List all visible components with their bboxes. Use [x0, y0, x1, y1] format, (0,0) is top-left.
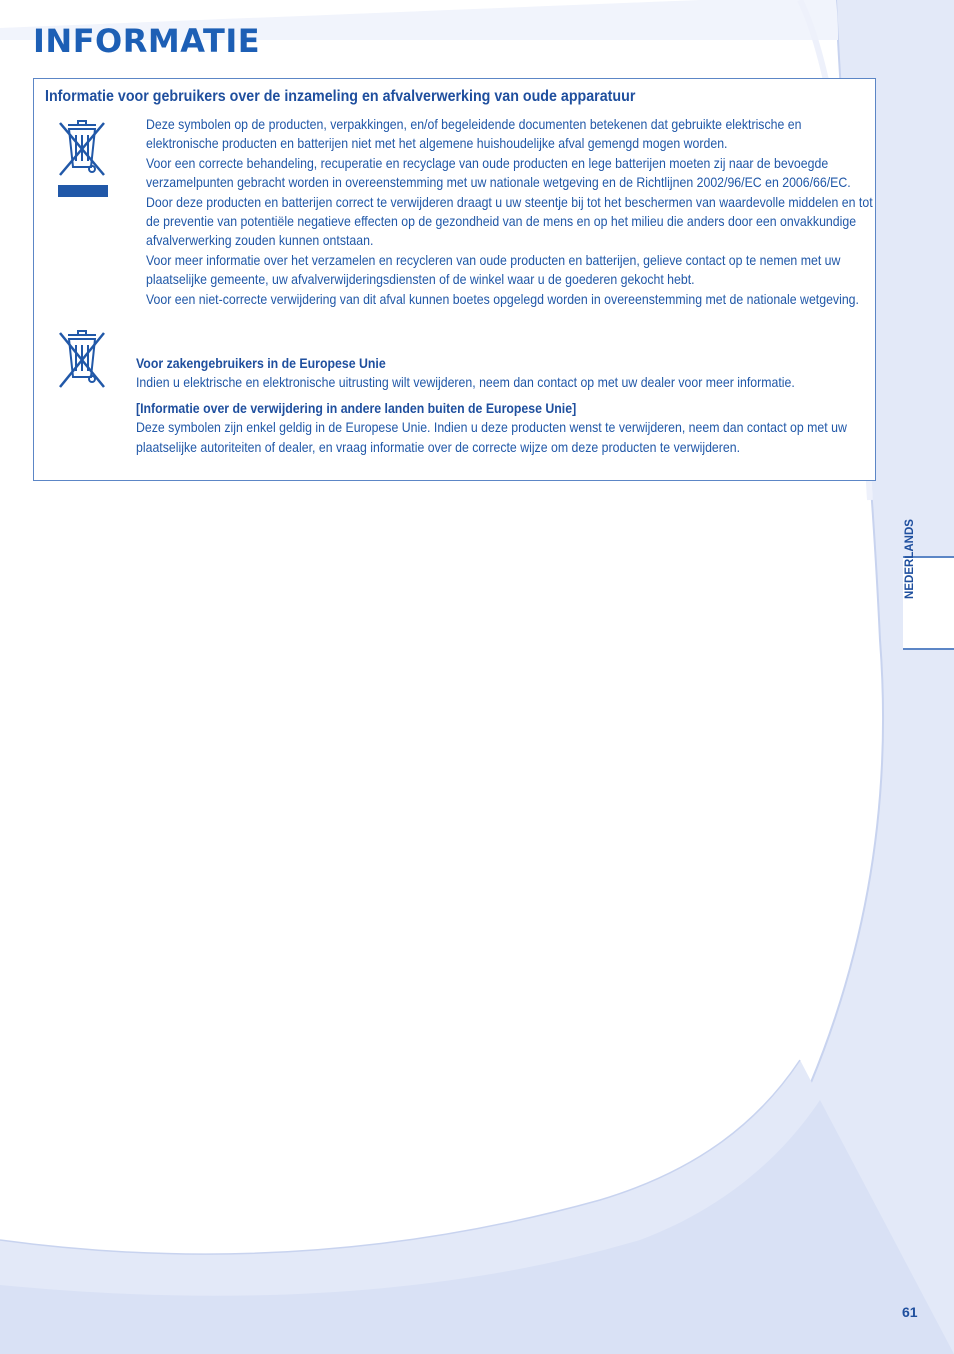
paragraph: Door deze producten en batterijen correct te verwijderen draagt u uw steentje bij tot het beschermen van waardevolle middelen en tot de preventie van potentiële negatieve effecten op de gezondheid van de mens en op het milieu die anders door een onvakkundige afvalverwerking zouden kunnen ontstaan. — [146, 193, 873, 249]
outside-eu-title: [Informatie over de verwijdering in andere landen buiten de Europese Unie] — [136, 400, 577, 416]
crossed-out-wheelie-bin-icon — [54, 117, 110, 201]
section-heading: Informatie voor gebruikers over de inzameling en afvalverwerking van oude apparatuur — [45, 88, 636, 105]
main-paragraphs — [146, 115, 875, 309]
language-tab-label: NEDERLANDS — [904, 519, 916, 599]
outside-eu-text: Deze symbolen zijn enkel geldig in de Europese Unie. Indien u deze producten wenst te verwijderen, neem dan contact op met uw plaatselijke autoriteiten of dealer, en vraag informatie over de correcte wijze om deze producten te verwijderen. — [136, 419, 847, 455]
paragraph: Voor een niet-correcte verwijdering van dit afval kunnen boetes opgelegd worden in overeenstemming met de nationale wetgeving. — [146, 290, 859, 307]
paragraph: Deze symbolen op de producten, verpakkingen, en/of begeleidende documenten betekenen dat gebruikte elektrische en elektronische producten en batterijen niet met het algemene huishoudelijke afval gemengd mogen worden. — [146, 116, 802, 152]
page-number: 61 — [902, 1304, 918, 1320]
business-users-block — [136, 354, 875, 393]
business-users-text: Indien u elektrische en elektronische uitrusting wilt vewijderen, neem dan contact op met uw dealer voor meer informatie. — [136, 374, 795, 391]
weee-info-box — [33, 78, 876, 481]
paragraph: Voor een correcte behandeling, recuperatie en recyclage van oude producten en lege batterijen moeten zij naar de bevoegde verzamelpunten gebracht worden in overeenstemming met uw nationale wetgeving en de Richtlijnen 2002/96/EC en 2006/66/EC. — [146, 154, 851, 191]
paragraph: Voor meer informatie over het verzamelen en recycleren van oude producten en batterijen, gelieve contact op te nemen met uw plaatselijke gemeente, uw afvalverwijderingsdiensten of de winkel waar u de goederen gekocht hebt. — [146, 251, 841, 288]
outside-eu-block — [136, 399, 875, 457]
crossed-out-wheelie-bin-icon — [54, 327, 110, 393]
page-title: INFORMATIE — [33, 22, 261, 60]
business-users-title: Voor zakengebruikers in de Europese Unie — [136, 355, 386, 371]
language-tab — [903, 519, 954, 650]
